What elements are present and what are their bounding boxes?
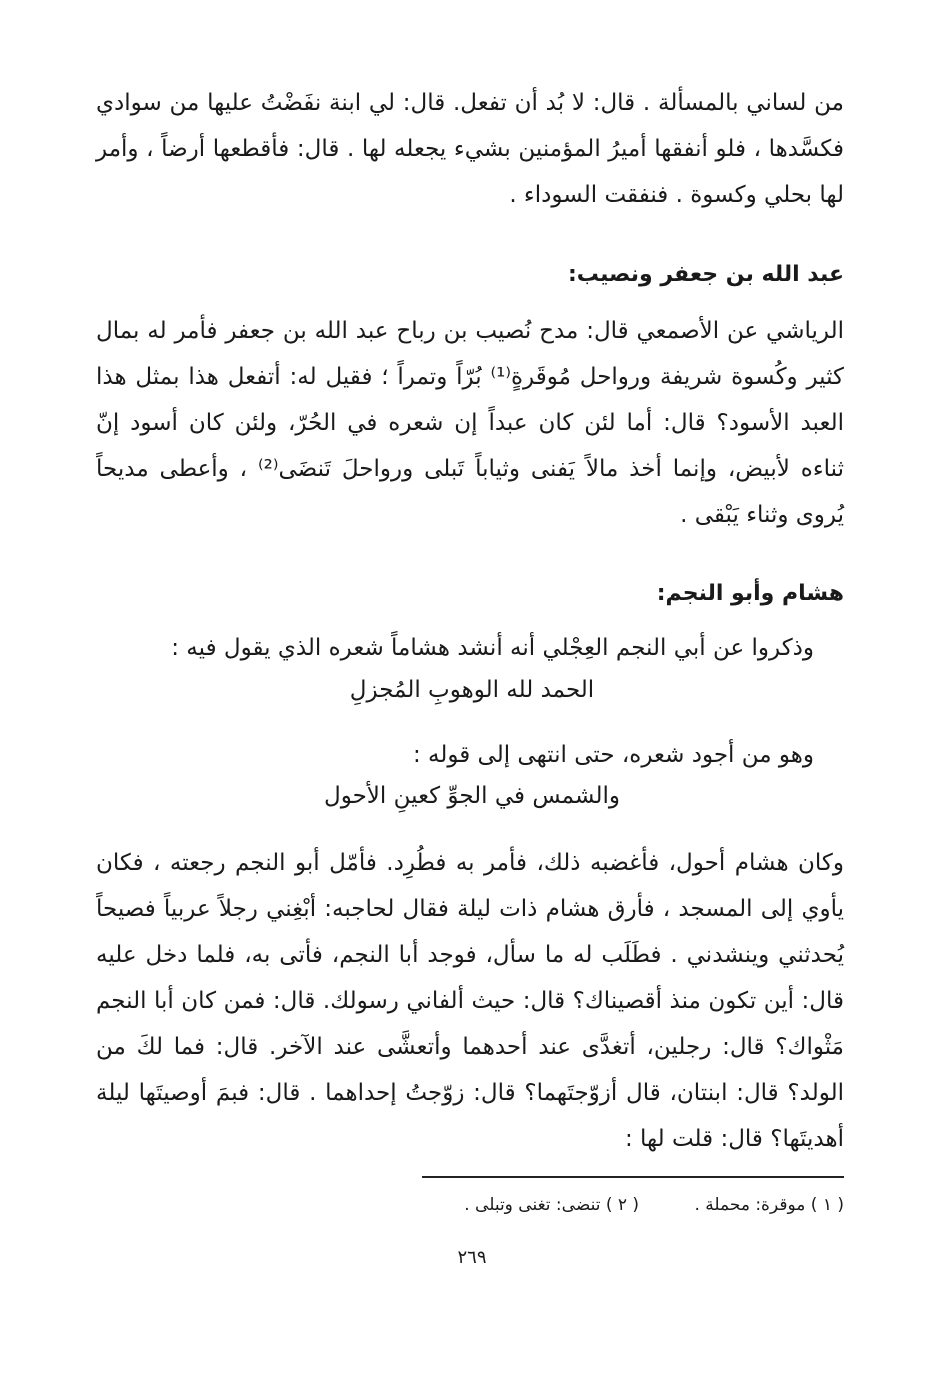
verse-2: والشمس في الجوِّ كعينِ الأحول: [324, 783, 620, 809]
footnote-divider: [422, 1176, 844, 1178]
paragraph-5: وكان هشام أحول، فأغضبه ذلك، فأمر به فطُرِد. فأمّل أبو النجم رجعته ، فكان يأوي إلى المسجد ، فأرق هشام ذات ليلة فقال لحاجبه: أبْغِني رجلاً عربياً فصيحاً يُحدثني وينشدني . فطَلَب له ما سأل، فوجد أبا النجم، فأتى به، فلما دخل عليه قال: أين تكون منذ أقصيناك؟ قال: حيث ألفاني رسولك. قال: فمن كان أبا النجم مَثْواك؟ قال: رجلين، أتغدَّى عند أحدهما وأتعشَّى عند الآخر. قال: فما لكَ من الولد؟ قال: ابنتان، قال أزوّجتَهما؟ قال: زوّجتُ إحداهما . قال: فبمَ أوصيتَها ليلة أهديتَها؟ قال: قلت لها :: [96, 850, 844, 1152]
section-heading-1: عبد الله بن جعفر ونصيب:: [567, 262, 844, 287]
footnotes: [96, 1190, 844, 1220]
section-heading-2: هشام وأبو النجم:: [656, 581, 844, 606]
paragraph-4: وهو من أجود شعره، حتى انتهى إلى قوله :: [412, 742, 814, 768]
paragraph-3: وذكروا عن أبي النجم العِجْلي أنه أنشد هشاماً شعره الذي يقول فيه :: [171, 635, 814, 661]
footnote-2: ( ٢ ) تنضى: تغنى وتبلى .: [464, 1195, 640, 1215]
paragraph-1: من لساني بالمسألة . قال: لا بُد أن تفعل. قال: لي ابنة نفَضْتُ عليها من سوادي فكسَّدها ، فلو أنفقها أميرُ المؤمنين بشيء يجعله لها . قال: فأقطعها أرضاً ، وأمر لها بحلي وكسوة . فنفقت السوداء .: [96, 90, 844, 208]
page-number: ٢٦٩: [457, 1247, 487, 1268]
verse-1: الحمد لله الوهوبِ المُجزلِ: [349, 677, 595, 703]
footnote-1: ( ١ ) موقرة: محملة .: [694, 1195, 844, 1215]
paragraph-2: الرياشي عن الأصمعي قال: مدح نُصيب بن رباح عبد الله بن جعفر فأمر له بمال كثير وكُسوة شريفة ورواحل مُوقَرةٍ⁽¹⁾ بُرّاً وتمراً ؛ فقيل له: أتفعل هذا بمثل هذا العبد الأسود؟ قال: أما لئن كان عبداً إن شعره في الحُرّ، ولئن كان أسود إنّ ثناءه لأبيض، وإنما أخذ مالاً يَفنى وثياباً تَبلى ورواحلَ تَنضَى⁽²⁾ ، وأعطى مديحاً يُروى وثناء يَبْقى .: [96, 318, 844, 528]
